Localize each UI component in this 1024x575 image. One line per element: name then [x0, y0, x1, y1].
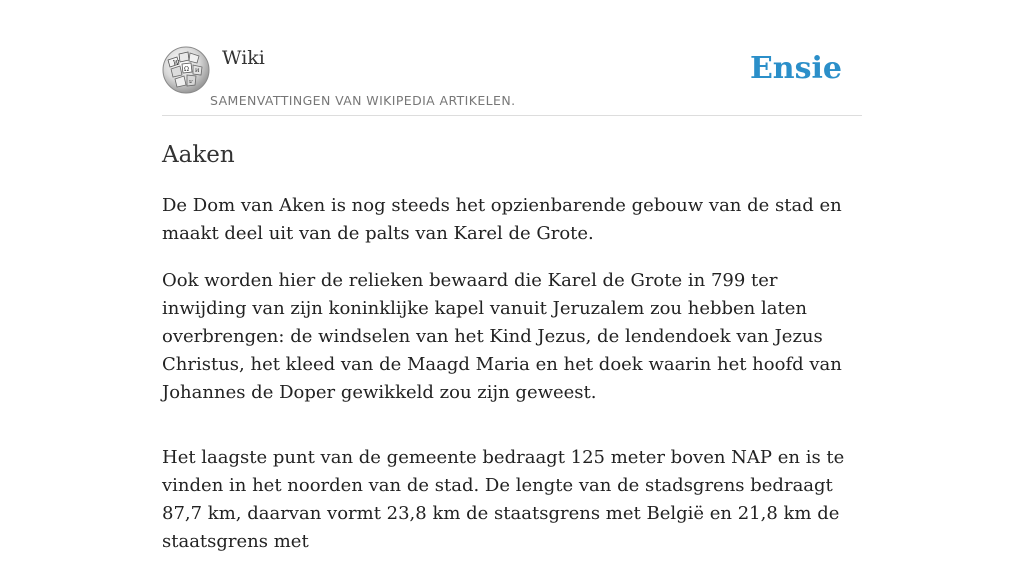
- site-name[interactable]: Wiki: [222, 47, 265, 69]
- article-paragraph: Ook worden hier de relieken bewaard die Karel de Grote in 799 ter inwijding van zijn koninklijke kapel vanuit Jeruzalem zou hebben laten overbrengen: de windselen van het Kind Jezus, de lendendoek van Jezus Christus, het kleed van de Maagd Maria en het doek waarin het hoofd van Johannes de Doper gewikkeld zou zijn geweest.: [162, 270, 842, 403]
- article-body: [162, 192, 862, 575]
- svg-text:Ω: Ω: [184, 66, 189, 73]
- page: [162, 0, 862, 552]
- page-title: Aaken: [162, 142, 235, 168]
- svg-text:И: И: [195, 68, 200, 74]
- ensie-brand-link[interactable]: Ensie: [749, 51, 842, 86]
- wikipedia-globe-icon[interactable]: [162, 46, 210, 94]
- svg-text:ש: ש: [189, 79, 193, 85]
- article-paragraph: Het laagste punt van de gemeente bedraagt 125 meter boven NAP en is te vinden in het noorden van de stad. De lengte van de stadsgrens bedraagt 87,7 km, daarvan vormt 23,8 km de staatsgrens met België en 21,8 km de staatsgrens met: [162, 447, 845, 552]
- article-paragraph: De Dom van Aken is nog steeds het opzienbarende gebouw van de stad en maakt deel uit van de palts van Karel de Grote.: [162, 195, 842, 244]
- site-header: [162, 0, 862, 116]
- svg-text:W: W: [173, 60, 180, 67]
- site-tagline: SAMENVATTINGEN VAN WIKIPEDIA ARTIKELEN.: [210, 93, 516, 108]
